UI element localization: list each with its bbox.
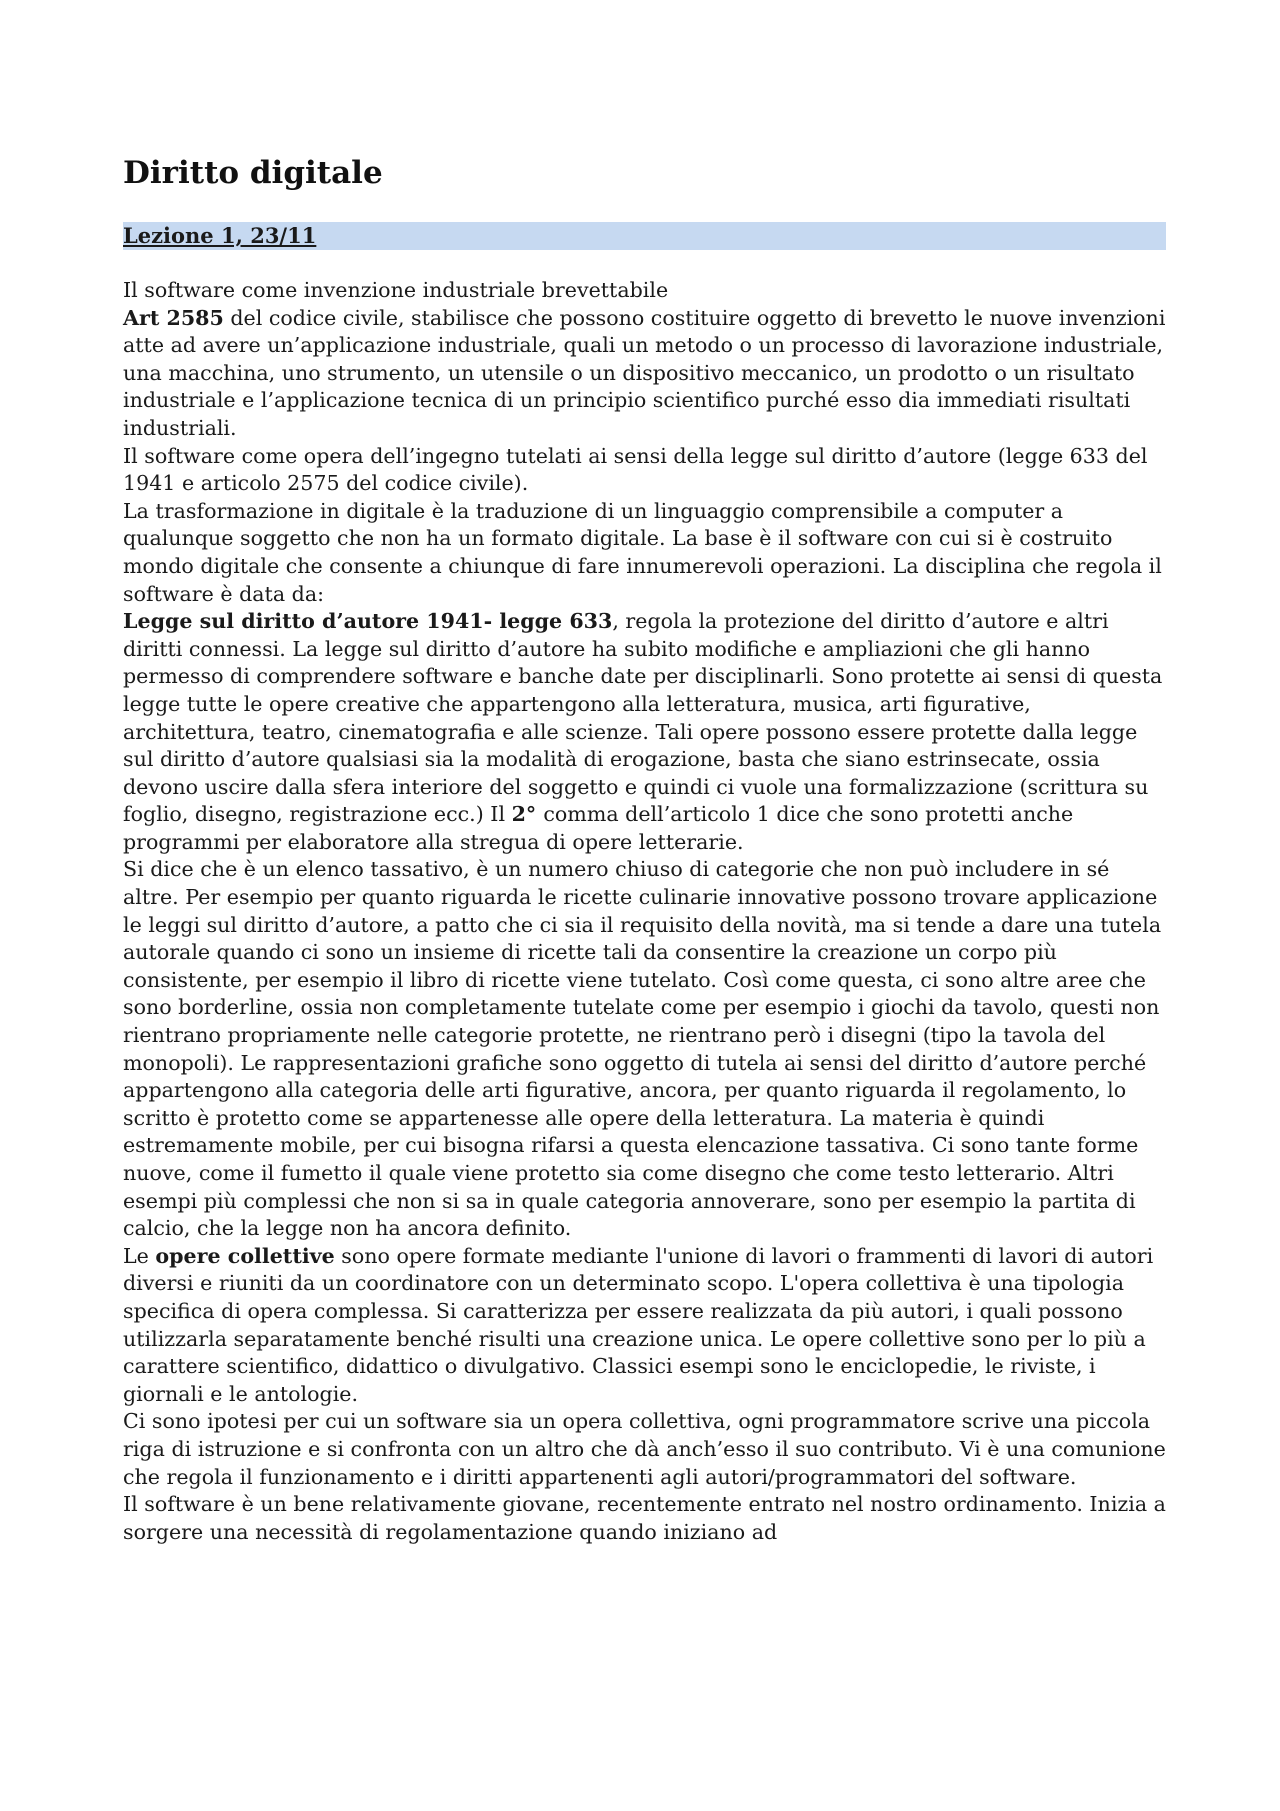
- bold-text-run: opere collettive: [155, 1243, 335, 1268]
- paragraph: [123, 443, 1166, 498]
- text-run: Il software come invenzione industriale brevettabile: [123, 278, 669, 302]
- text-run: La trasformazione in digitale è la traduzione di un linguaggio comprensibile a computer a qualunque soggetto che non ha un formato digitale. La base è il software con cui si è costruito mondo digitale che consente a chiunque di fare innumerevoli operazioni. La disciplina che regola il software è data da:: [123, 498, 1162, 606]
- paragraph: [123, 305, 1166, 443]
- paragraph: [123, 1408, 1166, 1491]
- text-run: , regola la protezione del diritto d’autore e altri diritti connessi. La legge sul diritto d’autore ha subito modifiche e ampliazioni che gli hanno permesso di comprendere software e banche date per disciplinarli. Sono protette ai sensi di questa legge tutte le opere creative che appartengono alla letteratura, musica, arti figurative, architettura, teatro, cinematografia e alle scienze. Tali opere possono essere protette dalla legge sul diritto d’autore qualsiasi sia la modalità di erogazione, basta che siano estrinsecate, ossia devono uscire dalla sfera interiore del soggetto e quindi ci vuole una formalizzazione (scrittura su foglio, disegno, registrazione ecc.) Il: [123, 609, 1163, 827]
- text-run: Ci sono ipotesi per cui un software sia un opera collettiva, ogni programmatore scrive una piccola riga di istruzione e si confronta con un altro che dà anch’esso il suo contributo. Vi è una comunione che regola il funzionamento e i diritti appartenenti agli autori/programmatori del software.: [123, 1409, 1166, 1489]
- paragraph: [123, 1243, 1166, 1409]
- text-run: sono opere formate mediante l'unione di lavori o frammenti di lavori di autori diversi e riuniti da un coordinatore con un determinato scopo. L'opera collettiva è una tipologia specifica di opera complessa. Si caratterizza per essere realizzata da più autori, i quali possono utilizzarla separatamente benché risulti una creazione unica. Le opere collettive sono per lo più a carattere scientifico, didattico o divulgativo. Classici esempi sono le enciclopedie, le riviste, i giornali e le antologie.: [123, 1243, 1154, 1406]
- paragraph: [123, 608, 1166, 856]
- paragraph: [123, 277, 1166, 305]
- text-run: Si dice che è un elenco tassativo, è un numero chiuso di categorie che non può includere in sé altre. Per esempio per quanto riguarda le ricette culinarie innovative possono trovare applicazione le leggi sul diritto d’autore, a patto che ci sia il requisito della novità, ma si tende a dare una tutela autorale quando ci sono un insieme di ricette tali da consentire la creazione un corpo più consistente, per esempio il libro di ricette viene tutelato. Così come questa, ci sono altre aree che sono borderline, ossia non completamente tutelate come per esempio i giochi da tavolo, questi non rientrano propriamente nelle categorie protette, ne rientrano però i disegni (tipo la tavola del monopoli). Le rappresentazioni grafiche sono oggetto di tutela ai sensi del diritto d’autore perché appartengono alla categoria delle arti figurative, ancora, per quanto riguarda il regolamento, lo scritto è protetto come se appartenesse alle opere della letteratura. La materia è quindi estremamente mobile, per cui bisogna rifarsi a questa elencazione tassativa. Ci sono tante forme nuove, come il fumetto il quale viene protetto sia come disegno che come testo letterario. Altri esempi più complessi che non si sa in quale categoria annoverare, sono per esempio la partita di calcio, che la legge non ha ancora definito.: [123, 857, 1162, 1241]
- bold-text-run: Legge sul diritto d’autore 1941- legge 633: [123, 609, 613, 634]
- text-run: del codice civile, stabilisce che possono costituire oggetto di brevetto le nuove invenzioni atte ad avere un’applicazione industriale, quali un metodo o un processo di lavorazione industriale, una macchina, uno strumento, un utensile o un dispositivo meccanico, un prodotto o un risultato industriale e l’applicazione tecnica di un principio scientifico purché esso dia immediati risultati industriali.: [123, 305, 1166, 440]
- bold-text-run: Art 2585: [123, 305, 224, 330]
- text-run: comma dell’articolo 1 dice che sono protetti anche programmi per elaboratore alla stregua di opere letterarie.: [123, 802, 1074, 854]
- text-run: Il software come opera dell’ingegno tutelati ai sensi della legge sul diritto d’autore (legge 633 del 1941 e articolo 2575 del codice civile).: [123, 443, 1148, 496]
- text-run: Le: [123, 1243, 156, 1268]
- document-title: Diritto digitale: [123, 155, 383, 191]
- section-heading-text: Lezione 1, 23/11: [123, 223, 317, 248]
- paragraph: [123, 856, 1166, 1242]
- section-heading: [123, 222, 1166, 250]
- bold-text-run: 2°: [511, 802, 544, 827]
- text-run: Il software è un bene relativamente giovane, recentemente entrato nel nostro ordinamento. Inizia a sorgere una necessità di regolamentazione quando iniziano ad: [123, 1492, 1166, 1544]
- document-body: [123, 277, 1166, 1546]
- paragraph: [123, 1491, 1166, 1546]
- document-page: [123, 150, 1166, 1546]
- paragraph: [123, 498, 1166, 608]
